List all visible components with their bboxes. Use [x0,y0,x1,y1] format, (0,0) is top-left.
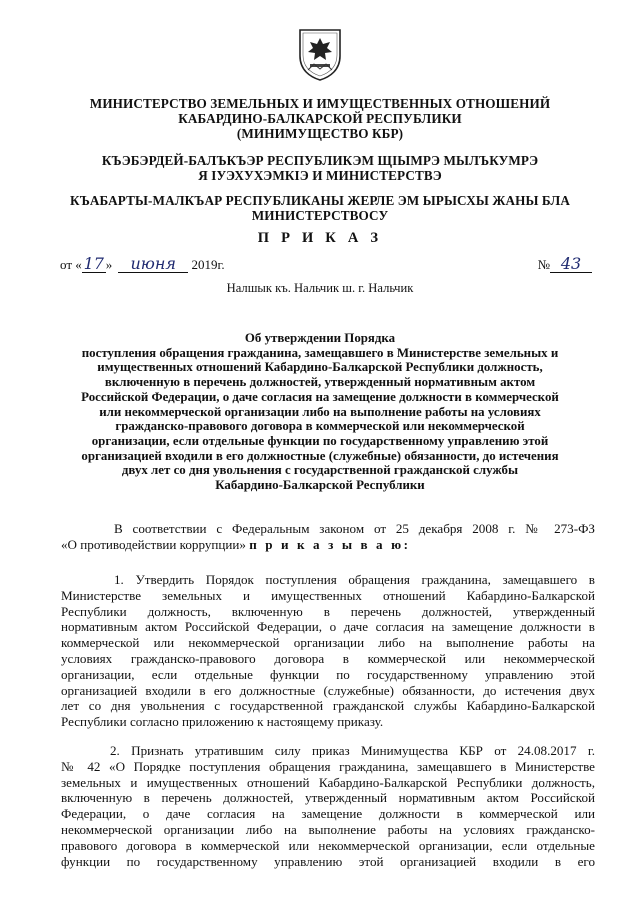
title-line: Об утверждении Порядка [244,331,396,345]
paragraph-2 [61,743,595,869]
title-line: организацией входили в его должностные (служебные) обязанности, до истечения [81,448,559,463]
paragraph-line: лет со дня увольнения с государственной гражданской службы Кабардино-Балкарской [61,698,595,714]
date-year: 2019г. [191,257,225,272]
preamble [61,521,595,553]
order-title [40,331,600,493]
paragraph-line: организации, если отдельные функции по государственному управлению этой [61,666,595,682]
date-number-line [60,256,592,278]
place-of-issue: Налшык къ. Нальчик ш. г. Нальчик [226,281,414,295]
document-date [60,256,225,273]
title-line: поступления обращения гражданина, замещавшего в Министерстве земельных и [81,345,559,360]
paragraph-line: правового договора в коммерческой или некоммерческой организации, если отдельные [61,837,595,853]
date-prefix: от « [60,257,82,272]
paragraph-line: Федерации, о даче согласия на замещение должности в коммерческой или [61,806,595,822]
ministry-name-russian [40,96,600,141]
paragraph-1 [61,572,595,730]
title-line: двух лет со дня увольнения с государственной гражданской службы [121,463,519,478]
date-mid: » [105,257,113,272]
paragraph-line: условиях гражданско-правового договора в коммерческой или некоммерческой [61,650,595,666]
header-line: КЪАБАРТЫ-МАЛКЪАР РЕСПУБЛИКАНЫ ЖЕРЛЕ ЭМ ЫРЫСХЫ ЖАНЫ БЛА [70,193,570,208]
ministry-name-balkar [40,193,600,223]
ministry-name-kabardian [40,153,600,183]
header-line: Я IУЭХУХЭМКIЭ И МИНИСТЕРСТВЭ [198,168,442,183]
paragraph-line: № 42 «О Порядке поступления обращения гражданина, замещавшего в Министерстве [61,758,595,774]
paragraph-line: организацией входили в его должностные (служебные) обязанности, до истечения двух [61,682,595,698]
handwritten-day: 17 [83,254,104,273]
number-prefix: № [537,257,550,272]
document-number [538,256,592,273]
paragraph-line: Министерстве земельных и имущественных отношений Кабардино-Балкарской [61,587,595,603]
order-directive: п р и к а з ы в а ю: [249,536,411,552]
header-line: МИНИСТЕРСТВОСУ [251,208,389,223]
paragraph-line: нормативным актом Российской Федерации, о даче согласия на замещение должности в [61,619,595,635]
coat-of-arms-emblem [296,26,344,82]
law-name: «О противодействии коррупции» [61,536,246,552]
header-line: КЪЭБЭРДЕЙ-БАЛЪКЪЭР РЕСПУБЛИКЭМ ЩIЫМРЭ МЫЛЪКУМРЭ [101,153,539,168]
paragraph-line: Республики должность, включенную в перечень должностей, утвержденный [61,603,595,619]
title-line: Российской Федерации, о даче согласия на замещение должности в коммерческой [81,389,559,404]
paragraph-line: земельных и имущественных отношений Кабардино-Балкарской Республики должность, [61,774,595,790]
paragraph-line: 2. Признать утратившим силу приказ Минимущества КБР от 24.08.2017 г. [110,743,595,758]
document-type-title: П Р И К А З [257,230,383,246]
handwritten-number: 43 [550,256,592,273]
preamble-line: В соответствии с Федеральным законом от 25 декабря 2008 г. № 273-ФЗ [114,521,595,536]
paragraph-line: Республики согласно приложению к настоящему приказу. [61,714,384,730]
title-line: имущественных отношений Кабардино-Балкарской Республики должность, [97,360,543,375]
title-line: Кабардино-Балкарской Республики [215,478,425,493]
title-line: гражданско-правового договора в коммерческой или некоммерческой [115,419,525,434]
title-line: организации, если отдельные функции по государственному управлению этой [91,433,549,448]
paragraph-line: некоммерческой организации либо на выполнение работы на условиях гражданско- [61,821,595,837]
header-line: КАБАРДИНО-БАЛКАРСКОЙ РЕСПУБЛИКИ [178,111,462,126]
paragraph-line: коммерческой или некоммерческой организации либо на выполнение работы на [61,635,595,651]
paragraph-line: 1. Утвердить Порядок поступления обращения гражданина, замещавшего в [114,572,595,587]
paragraph-line: функции по государственному управлению этой организацией входили в его [61,853,595,869]
header-line: МИНИСТЕРСТВО ЗЕМЕЛЬНЫХ И ИМУЩЕСТВЕННЫХ ОТНОШЕНИЙ [89,96,551,111]
title-line: включенную в перечень должностей, утвержденный нормативным актом [104,375,536,390]
header-line: (МИНИМУЩЕСТВО КБР) [236,126,404,141]
paragraph-line: включенную в перечень должностей, утвержденный нормативным актом Российской [61,790,595,806]
title-line: или некоммерческой организации либо на выполнение работы на условиях [99,404,541,419]
preamble-line [61,537,595,553]
handwritten-month: июня [118,256,188,273]
